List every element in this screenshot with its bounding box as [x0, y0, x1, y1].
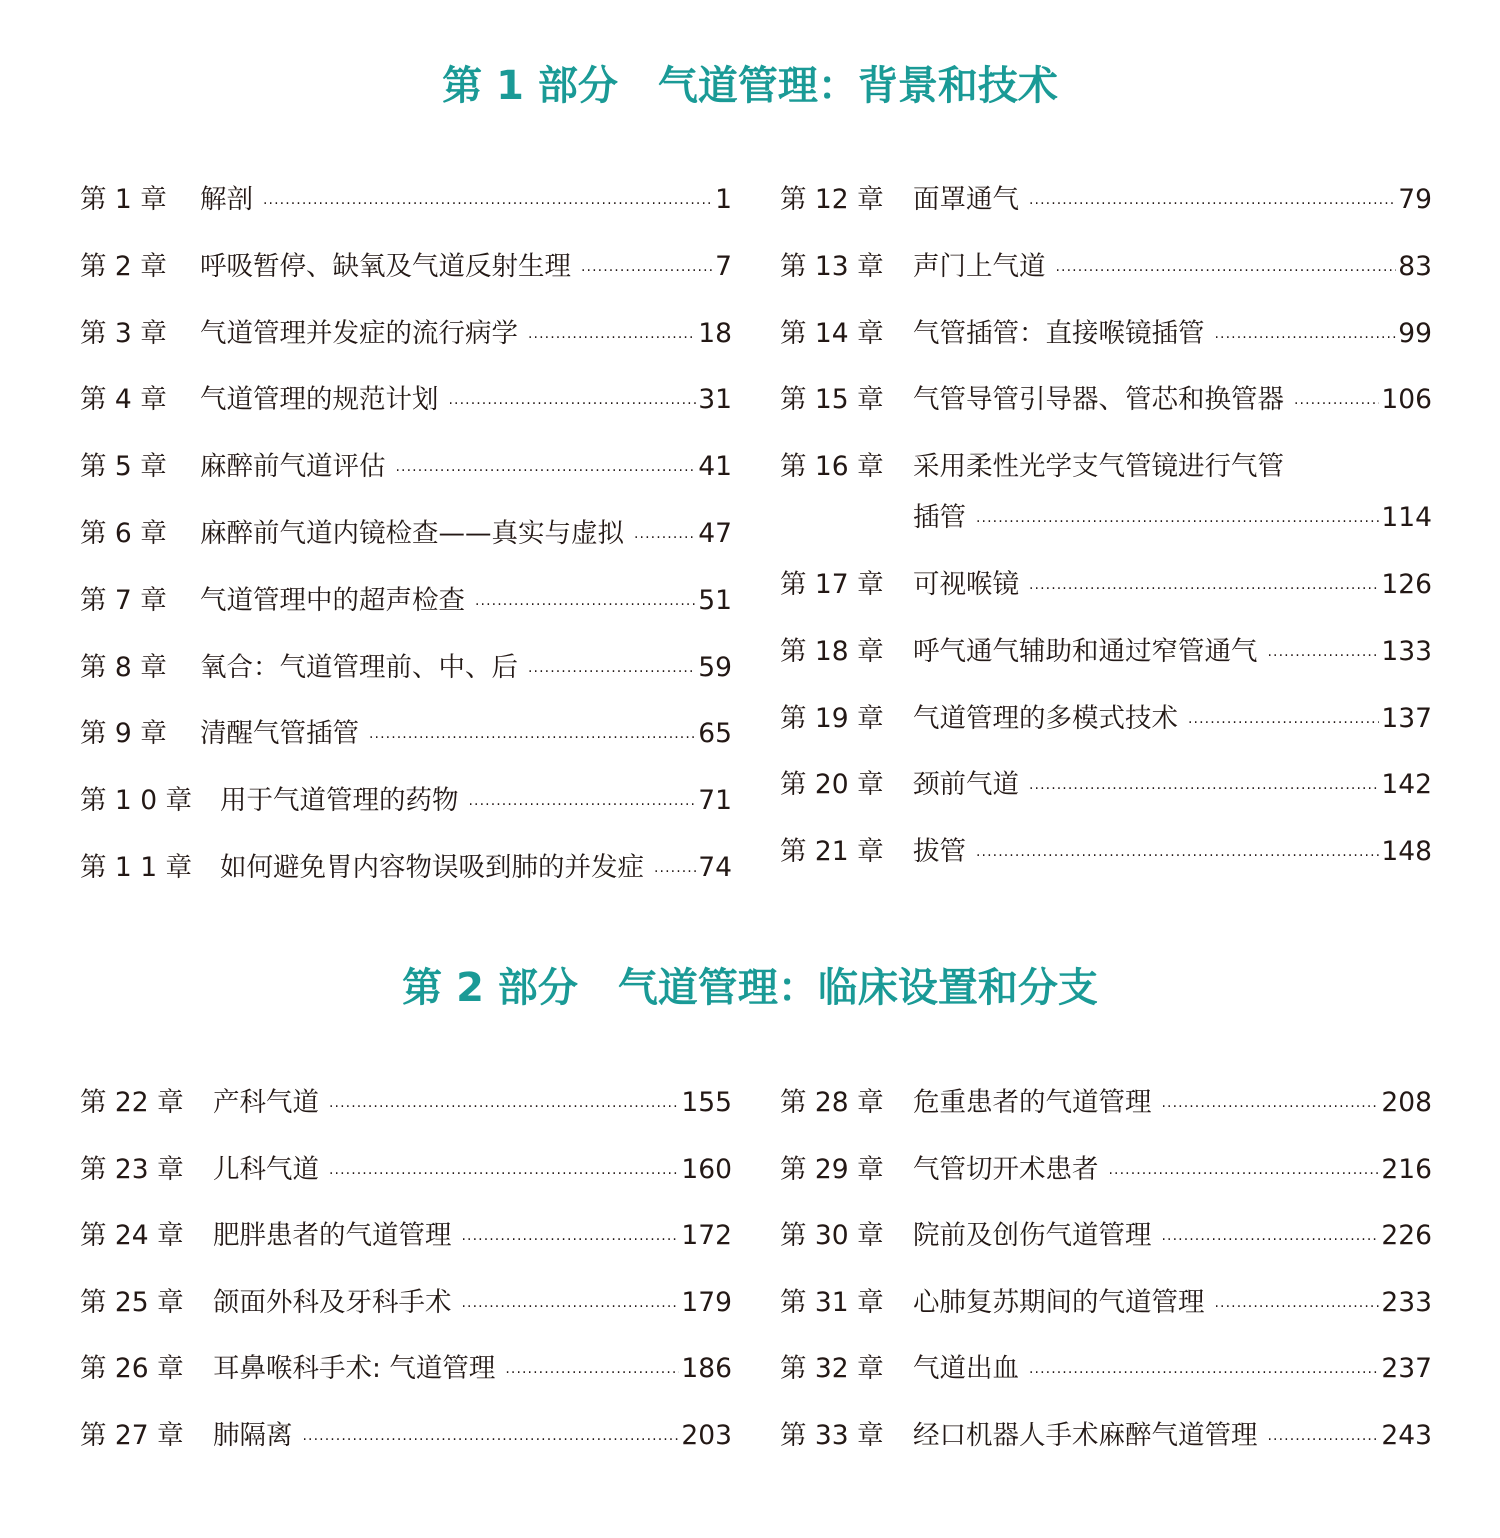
page-number: 47 — [698, 517, 732, 549]
dot-leader — [396, 453, 697, 489]
toc-entry[interactable] — [780, 701, 1432, 737]
dot-leader — [581, 253, 713, 289]
dot-leader — [1294, 386, 1379, 422]
chapter-number: 第 25 章 — [80, 1286, 184, 1318]
toc-entry[interactable] — [780, 1085, 1432, 1121]
dot-leader — [654, 854, 696, 890]
chapter-number: 第 1 0 章 — [80, 785, 192, 817]
page-number: 243 — [1381, 1419, 1432, 1451]
chapter-title: 气管导管引导器、管芯和换管器 — [913, 384, 1284, 416]
page-number: 216 — [1381, 1153, 1432, 1185]
toc-entry[interactable] — [780, 767, 1432, 803]
chapter-title: 肺隔离 — [213, 1419, 293, 1451]
page-number: 133 — [1381, 635, 1432, 667]
chapter-title: 面罩通气 — [913, 184, 1019, 215]
dot-leader — [263, 186, 713, 222]
toc-entry[interactable] — [780, 634, 1432, 670]
toc-column-part1-right — [780, 182, 1432, 901]
toc-entry[interactable] — [80, 382, 732, 418]
page-number: 114 — [1381, 502, 1432, 534]
toc-entry[interactable] — [780, 316, 1432, 352]
page-number: 148 — [1381, 836, 1432, 868]
dot-leader — [1215, 1289, 1380, 1325]
toc-entry[interactable] — [780, 834, 1432, 870]
page-number: 155 — [681, 1087, 732, 1118]
chapter-number: 第 15 章 — [780, 384, 884, 416]
toc-column-part1-left — [80, 182, 732, 917]
dot-leader — [1268, 1422, 1380, 1458]
chapter-title: 麻醉前气道评估 — [200, 451, 386, 483]
part-2-title: 第 2 部分 气道管理：临床设置和分支 — [402, 965, 1098, 1011]
chapter-number: 第 4 章 — [80, 384, 167, 416]
toc-entry[interactable] — [780, 182, 1432, 218]
page-number: 137 — [1381, 702, 1432, 734]
toc-entry[interactable] — [80, 249, 732, 285]
toc-entry[interactable] — [80, 1418, 732, 1454]
dot-leader — [462, 1289, 680, 1325]
toc-entry[interactable] — [780, 1418, 1432, 1454]
chapter-number: 第 27 章 — [80, 1419, 184, 1451]
chapter-number: 第 22 章 — [80, 1087, 184, 1118]
chapter-title: 肥胖患者的气道管理 — [213, 1220, 452, 1251]
chapter-number: 第 7 章 — [80, 584, 167, 616]
chapter-title: 颌面外科及牙科手术 — [213, 1286, 452, 1318]
dot-leader — [329, 1089, 679, 1125]
chapter-number: 第 16 章 — [780, 451, 884, 483]
toc-entry[interactable] — [780, 449, 1432, 536]
toc-column-part2-left — [80, 1085, 732, 1484]
page-number: 142 — [1381, 769, 1432, 801]
toc-entry[interactable] — [780, 1152, 1432, 1188]
page-number: 51 — [698, 584, 732, 616]
chapter-title: 气管切开术患者 — [913, 1153, 1099, 1185]
dot-leader — [528, 654, 696, 690]
chapter-title: 颈前气道 — [913, 769, 1019, 801]
toc-entry[interactable] — [80, 1351, 732, 1387]
page-number: 160 — [681, 1153, 732, 1185]
chapter-number: 第 29 章 — [780, 1153, 884, 1185]
dot-leader — [1162, 1222, 1380, 1258]
dot-leader — [976, 504, 1379, 540]
page-number: 99 — [1398, 317, 1432, 349]
page-number: 208 — [1381, 1087, 1432, 1118]
chapter-number: 第 5 章 — [80, 451, 167, 483]
toc-entry[interactable] — [80, 1085, 732, 1121]
toc-entry[interactable] — [80, 716, 732, 752]
dot-leader — [505, 1355, 679, 1391]
toc-entry[interactable] — [780, 567, 1432, 603]
chapter-title: 气道管理的规范计划 — [200, 384, 439, 416]
page-number: 65 — [698, 718, 732, 750]
dot-leader — [1162, 1089, 1380, 1125]
page-number: 1 — [715, 184, 732, 215]
chapter-number: 第 17 章 — [780, 568, 884, 600]
toc-entry[interactable] — [80, 516, 732, 552]
chapter-number: 第 1 章 — [80, 184, 167, 215]
dot-leader — [329, 1156, 679, 1192]
page-number: 79 — [1398, 184, 1432, 215]
toc-entry[interactable] — [780, 249, 1432, 285]
chapter-title: 麻醉前气道内镜检查——真实与虚拟 — [200, 517, 624, 549]
chapter-number: 第 20 章 — [780, 769, 884, 801]
chapter-title: 解剖 — [200, 184, 253, 215]
toc-entry[interactable] — [80, 583, 732, 619]
chapter-title: 气道管理的多模式技术 — [913, 702, 1178, 734]
chapter-number: 第 14 章 — [780, 317, 884, 349]
chapter-number: 第 12 章 — [780, 184, 884, 215]
page-number: 203 — [681, 1419, 732, 1451]
page-number: 106 — [1381, 384, 1432, 416]
toc-entry[interactable] — [80, 1218, 732, 1254]
page-number: 179 — [681, 1286, 732, 1318]
page-number: 74 — [698, 851, 732, 883]
chapter-title-continued: 插管 — [913, 502, 966, 534]
chapter-title: 清醒气管插管 — [200, 718, 359, 750]
chapter-title: 拔管 — [913, 836, 966, 868]
toc-entry[interactable] — [80, 783, 732, 819]
page-number: 233 — [1381, 1286, 1432, 1318]
chapter-number: 第 21 章 — [780, 836, 884, 868]
chapter-title: 气道出血 — [913, 1353, 1019, 1384]
chapter-title: 用于气道管理的药物 — [220, 785, 459, 817]
chapter-title: 气道管理中的超声检查 — [200, 584, 465, 616]
dot-leader — [1029, 186, 1396, 222]
page-number: 186 — [681, 1353, 732, 1384]
page-number: 31 — [698, 384, 732, 416]
chapter-title: 产科气道 — [213, 1087, 319, 1118]
chapter-title: 耳鼻喉科手术: 气道管理 — [213, 1353, 496, 1384]
toc-entry[interactable] — [80, 449, 732, 485]
chapter-title: 心肺复苏期间的气道管理 — [913, 1286, 1205, 1318]
chapter-number: 第 32 章 — [780, 1353, 884, 1384]
dot-leader — [303, 1422, 680, 1458]
chapter-number: 第 31 章 — [780, 1286, 884, 1318]
chapter-number: 第 1 1 章 — [80, 851, 192, 883]
dot-leader — [469, 787, 697, 823]
dot-leader — [634, 520, 696, 556]
dot-leader — [1029, 771, 1379, 807]
chapter-title: 采用柔性光学支气管镜进行气管 — [913, 451, 1284, 483]
dot-leader — [528, 320, 696, 356]
chapter-number: 第 26 章 — [80, 1353, 184, 1384]
chapter-title: 呼吸暂停、缺氧及气道反射生理 — [200, 250, 571, 282]
page-number: 172 — [681, 1220, 732, 1251]
dot-leader — [1188, 705, 1379, 741]
chapter-number: 第 13 章 — [780, 250, 884, 282]
chapter-title: 可视喉镜 — [913, 568, 1019, 600]
dot-leader — [449, 386, 697, 422]
toc-entry[interactable] — [780, 382, 1432, 418]
toc-entry[interactable] — [80, 1285, 732, 1321]
page-number: 237 — [1381, 1353, 1432, 1384]
dot-leader — [976, 838, 1379, 874]
dot-leader — [1268, 638, 1380, 674]
page-number: 226 — [1381, 1220, 1432, 1251]
toc-entry[interactable] — [80, 316, 732, 352]
page-number: 71 — [698, 785, 732, 817]
page-number: 41 — [698, 451, 732, 483]
chapter-number: 第 18 章 — [780, 635, 884, 667]
dot-leader — [369, 720, 696, 756]
chapter-title: 声门上气道 — [913, 250, 1046, 282]
chapter-number: 第 30 章 — [780, 1220, 884, 1251]
chapter-title: 如何避免胃内容物误吸到肺的并发症 — [220, 851, 644, 883]
chapter-number: 第 33 章 — [780, 1419, 884, 1451]
dot-leader — [1215, 320, 1397, 356]
dot-leader — [475, 587, 696, 623]
toc-entry[interactable] — [80, 182, 732, 218]
page-number: 7 — [715, 250, 732, 282]
toc-entry[interactable] — [80, 650, 732, 686]
chapter-title: 气管插管：直接喉镜插管 — [913, 317, 1205, 349]
chapter-number: 第 24 章 — [80, 1220, 184, 1251]
page-number: 18 — [698, 317, 732, 349]
toc-column-part2-right — [780, 1085, 1432, 1484]
toc-entry[interactable] — [780, 1218, 1432, 1254]
chapter-number: 第 3 章 — [80, 317, 167, 349]
chapter-number: 第 9 章 — [80, 718, 167, 750]
dot-leader — [1029, 571, 1379, 607]
chapter-number: 第 19 章 — [780, 702, 884, 734]
chapter-title: 危重患者的气道管理 — [913, 1087, 1152, 1118]
dot-leader — [1056, 253, 1397, 289]
toc-entry[interactable] — [80, 850, 732, 886]
chapter-title: 院前及创伤气道管理 — [913, 1220, 1152, 1251]
chapter-number: 第 2 章 — [80, 250, 167, 282]
toc-entry[interactable] — [780, 1285, 1432, 1321]
chapter-number: 第 23 章 — [80, 1153, 184, 1185]
toc-entry[interactable] — [80, 1152, 732, 1188]
chapter-title: 气道管理并发症的流行病学 — [200, 317, 518, 349]
part-1-title: 第 1 部分 气道管理：背景和技术 — [442, 63, 1058, 109]
page-number: 126 — [1381, 568, 1432, 600]
page-number: 83 — [1398, 250, 1432, 282]
toc-entry[interactable] — [780, 1351, 1432, 1387]
chapter-title: 氧合：气道管理前、中、后 — [200, 651, 518, 683]
chapter-title: 儿科气道 — [213, 1153, 319, 1185]
dot-leader — [1109, 1156, 1380, 1192]
chapter-title: 经口机器人手术麻醉气道管理 — [913, 1419, 1258, 1451]
dot-leader — [462, 1222, 680, 1258]
page-number: 59 — [698, 651, 732, 683]
dot-leader — [1029, 1355, 1379, 1391]
chapter-number: 第 6 章 — [80, 517, 167, 549]
chapter-number: 第 8 章 — [80, 651, 167, 683]
chapter-number: 第 28 章 — [780, 1087, 884, 1118]
chapter-title: 呼气通气辅助和通过窄管通气 — [913, 635, 1258, 667]
